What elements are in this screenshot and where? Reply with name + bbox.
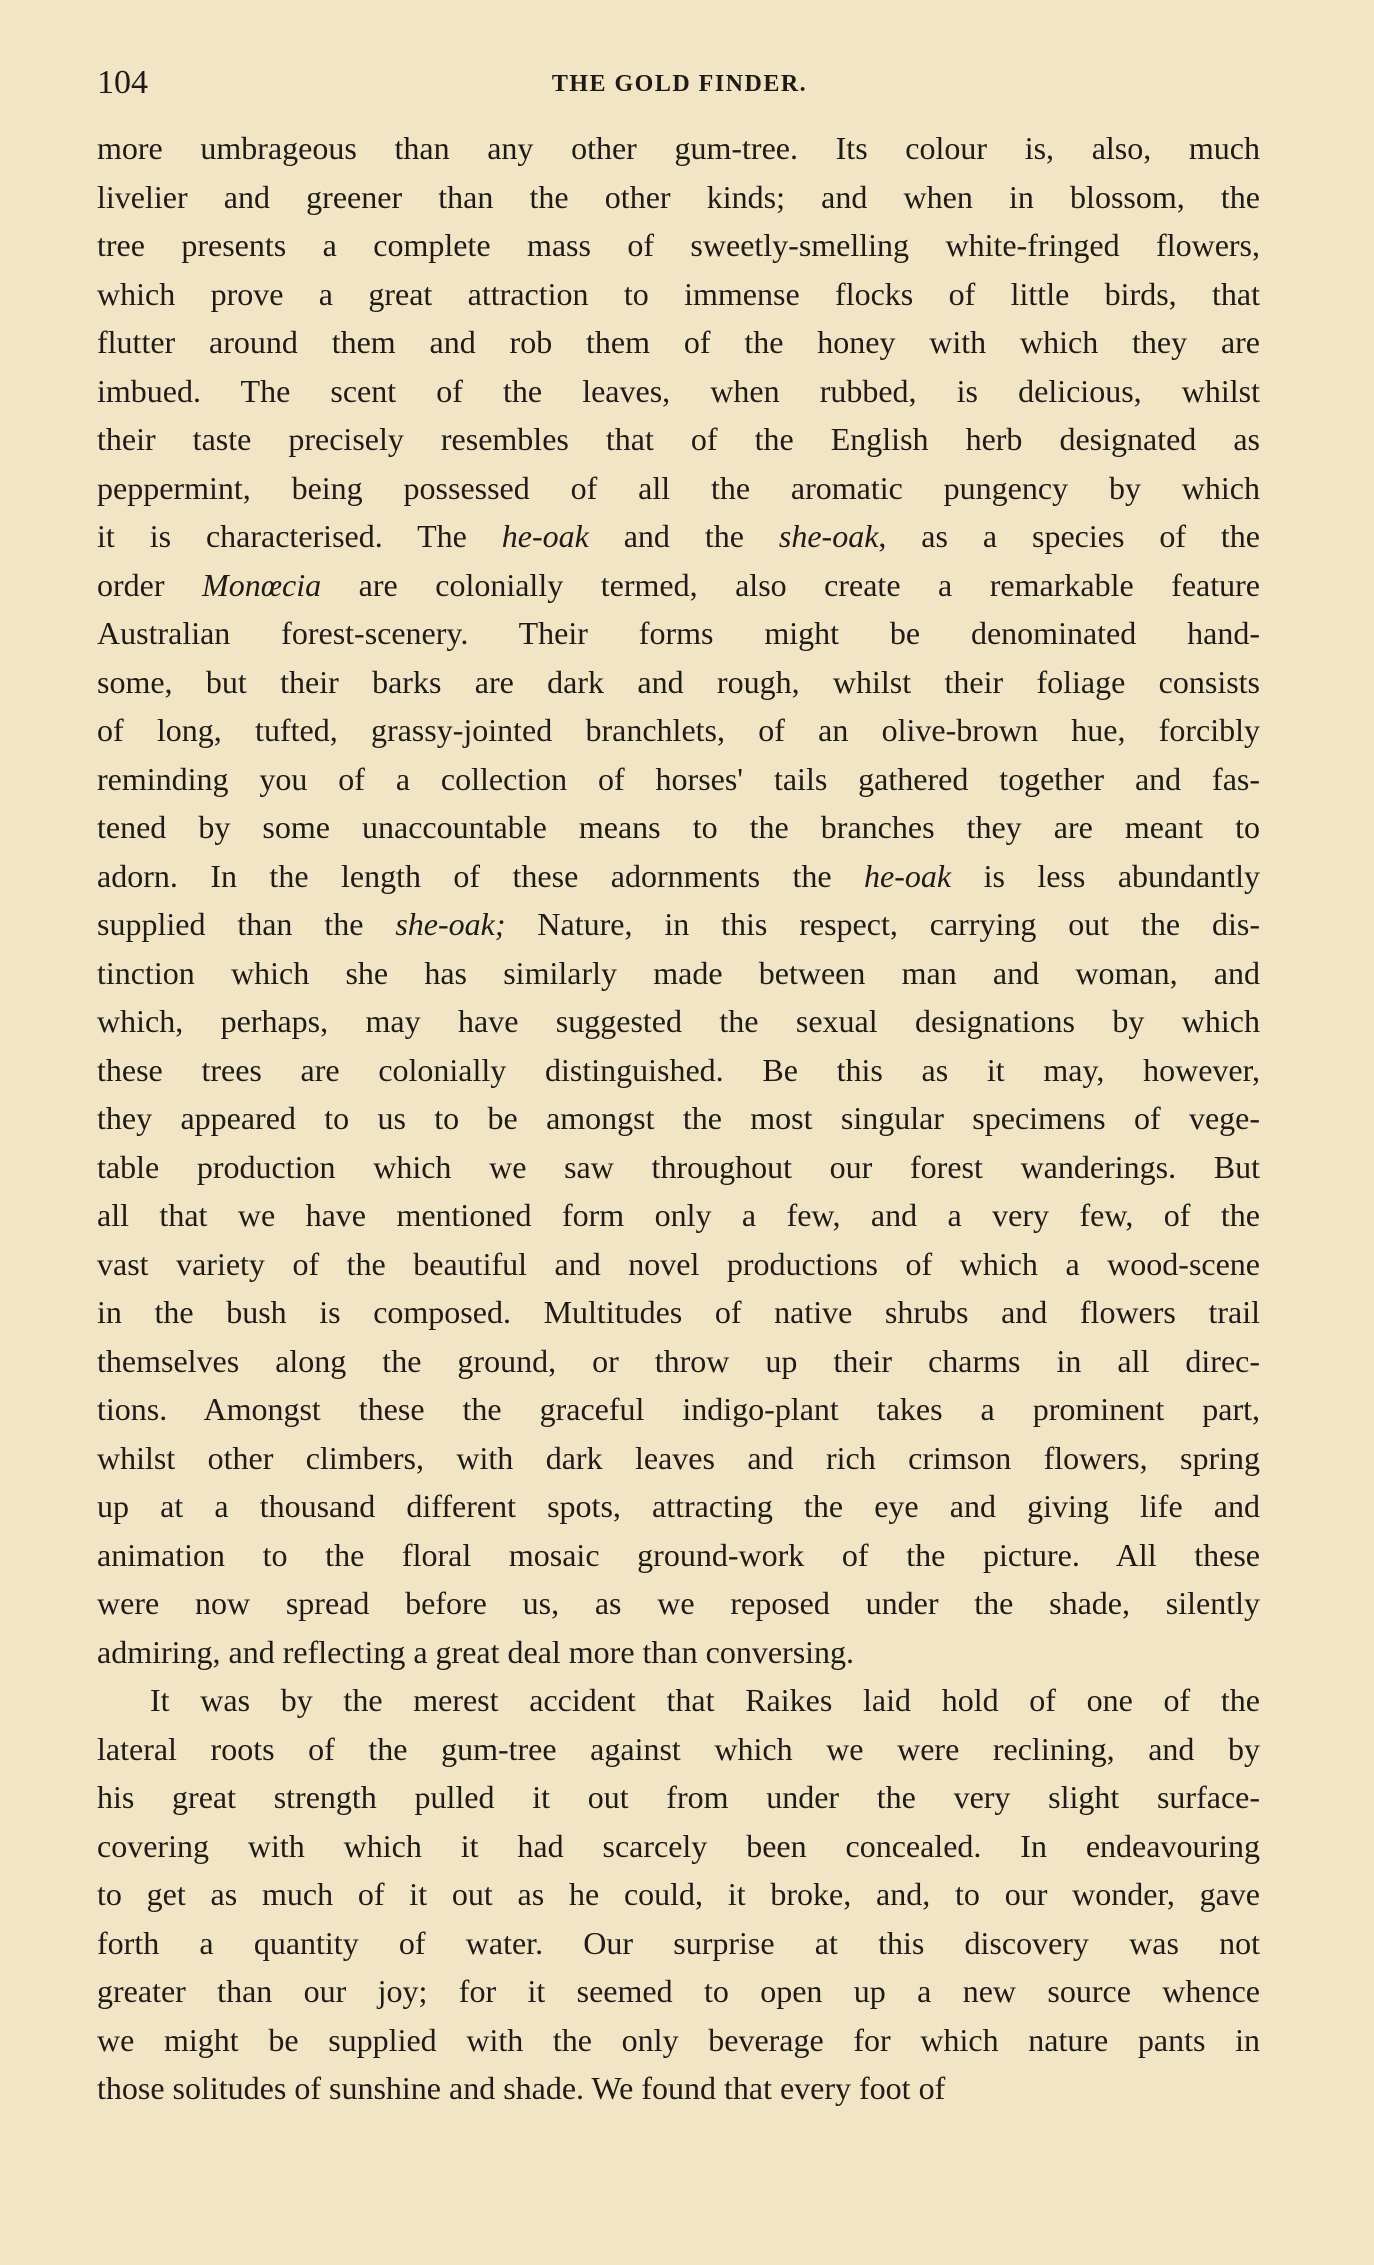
text-segment: reminding you of a collection of horses' tails gathered together and fas- [97,760,1260,797]
text-line [97,852,1260,901]
text-segment: tree presents a complete mass of sweetly-smelling white-fringed flowers, [97,227,1260,263]
text-segment: lateral roots of the gum-tree against which we were reclining, and by [97,1730,1260,1767]
text-segment: their taste precisely resembles that of the English herb designated as [97,421,1260,457]
body-text [97,124,1260,2113]
text-segment: vast variety of the beautiful and novel productions of which a wood-scene [97,1245,1260,1282]
text-segment: tinction which she has similarly made between man and woman, and [97,954,1260,991]
text-line [97,415,1260,464]
text-segment: these trees are colonially distinguished. Be this as it may, however, [97,1051,1260,1088]
text-segment: peppermint, being possessed of all the aromatic pungency by which [97,469,1260,506]
text-segment: were now spread before us, as we reposed under the shade, silently [97,1585,1260,1621]
text-line [97,1240,1260,1289]
text-segment: , as a species of the [878,518,1261,554]
text-segment: we might be supplied with the only beverage for which nature pants in [97,2021,1260,2058]
text-line [97,949,1260,998]
text-line [97,124,1260,173]
text-segment: whilst other climbers, with dark leaves and rich crimson flowers, spring [97,1439,1260,1476]
text-line [97,1482,1260,1531]
italic-term: Monœcia [202,566,322,603]
text-line [97,1967,1260,2016]
text-line [97,1773,1260,1822]
text-segment: themselves along the ground, or throw up their charms in all direc- [97,1342,1260,1379]
text-line [97,270,1260,319]
text-line [97,1579,1260,1628]
text-segment: of long, tufted, grassy-jointed branchlets, of an olive-brown hue, forcibly [97,712,1260,748]
text-segment: animation to the floral mosaic ground-work of the picture. All these [97,1536,1260,1573]
text-segment: Nature, in this respect, carrying out the dis- [505,906,1261,942]
text-segment: which prove a great attraction to immense flocks of little birds, that [97,275,1260,312]
italic-term: he-oak [864,857,952,894]
text-line [97,512,1260,561]
text-line [97,1628,1260,1677]
text-segment: Australian forest-scenery. Their forms might be denominated hand- [97,615,1260,651]
text-segment: more umbrageous than any other gum-tree. Its colour is, also, much [97,130,1260,166]
text-segment: all that we have mentioned form only a few, and a very few, of the [97,1197,1260,1233]
text-line [97,2064,1260,2113]
page-number: 104 [97,64,148,101]
text-segment: It was by the merest accident that Raikes laid hold of one of the [150,1682,1260,1718]
text-segment: is less abundantly [951,857,1261,894]
text-segment: those solitudes of sunshine and shade. We found that every foot of [97,2070,946,2106]
text-line [97,1337,1260,1386]
text-line [97,997,1260,1046]
text-line [97,1143,1260,1192]
text-line [97,1385,1260,1434]
running-title: THE GOLD FINDER. [551,71,808,97]
text-line [97,1434,1260,1483]
text-line [97,1870,1260,1919]
italic-term: he-oak [501,518,589,554]
text-line [97,1822,1260,1871]
text-segment: greater than our joy; for it seemed to open up a new source whence [97,1973,1260,2009]
text-line [97,1676,1260,1725]
text-segment: they appeared to us to be amongst the most singular specimens of vege- [97,1100,1260,1136]
text-segment: imbued. The scent of the leaves, when rubbed, is delicious, whilst [97,372,1260,409]
text-segment: flutter around them and rob them of the honey with which they are [97,324,1260,360]
text-line [97,755,1260,804]
text-line [97,2016,1260,2065]
text-line [97,1046,1260,1095]
text-segment: livelier and greener than the other kinds; and when in blossom, the [97,178,1260,215]
text-segment: forth a quantity of water. Our surprise at this discovery was not [97,1924,1260,1961]
text-segment: up at a thousand different spots, attracting the eye and giving life and [97,1488,1260,1524]
text-segment: order [97,566,203,603]
text-line [97,706,1260,755]
text-line [97,1725,1260,1774]
text-line [97,609,1260,658]
text-line [97,1094,1260,1143]
text-segment: table production which we saw throughout our forest wanderings. But [97,1148,1260,1185]
text-line [97,173,1260,222]
italic-term: she-oak; [395,906,506,942]
text-segment: supplied than the [97,906,396,942]
text-line [97,1288,1260,1337]
text-line [97,318,1260,367]
text-line [97,900,1260,949]
text-line [97,221,1260,270]
text-segment: his great strength pulled it out from under the very slight surface- [97,1779,1260,1815]
text-segment: tened by some unaccountable means to the branches they are meant to [97,809,1260,845]
text-line [97,561,1260,610]
text-segment: adorn. In the length of these adornments the [97,857,865,894]
running-head [97,58,1262,108]
text-segment: and the [588,518,779,554]
text-segment: are colonially termed, also create a remarkable feature [321,566,1261,603]
text-line [97,658,1260,707]
text-segment: which, perhaps, may have suggested the sexual designations by which [97,1003,1260,1039]
text-line [97,367,1260,416]
italic-term: she-oak [778,518,879,554]
text-segment: admiring, and reflecting a great deal more than conversing. [97,1633,855,1670]
text-segment: it is characterised. The [97,518,502,554]
text-segment: covering with which it had scarcely been concealed. In endeavouring [97,1827,1260,1864]
text-segment: some, but their barks are dark and rough, whilst their foliage consists [97,663,1260,700]
text-segment: to get as much of it out as he could, it broke, and, to our wonder, gave [97,1876,1260,1912]
text-segment: in the bush is composed. Multitudes of native shrubs and flowers trail [97,1294,1260,1330]
text-segment: tions. Amongst these the graceful indigo-plant takes a prominent part, [97,1391,1260,1427]
text-line [97,1919,1260,1968]
text-line [97,1191,1260,1240]
text-line [97,1531,1260,1580]
text-line [97,803,1260,852]
text-line [97,464,1260,513]
